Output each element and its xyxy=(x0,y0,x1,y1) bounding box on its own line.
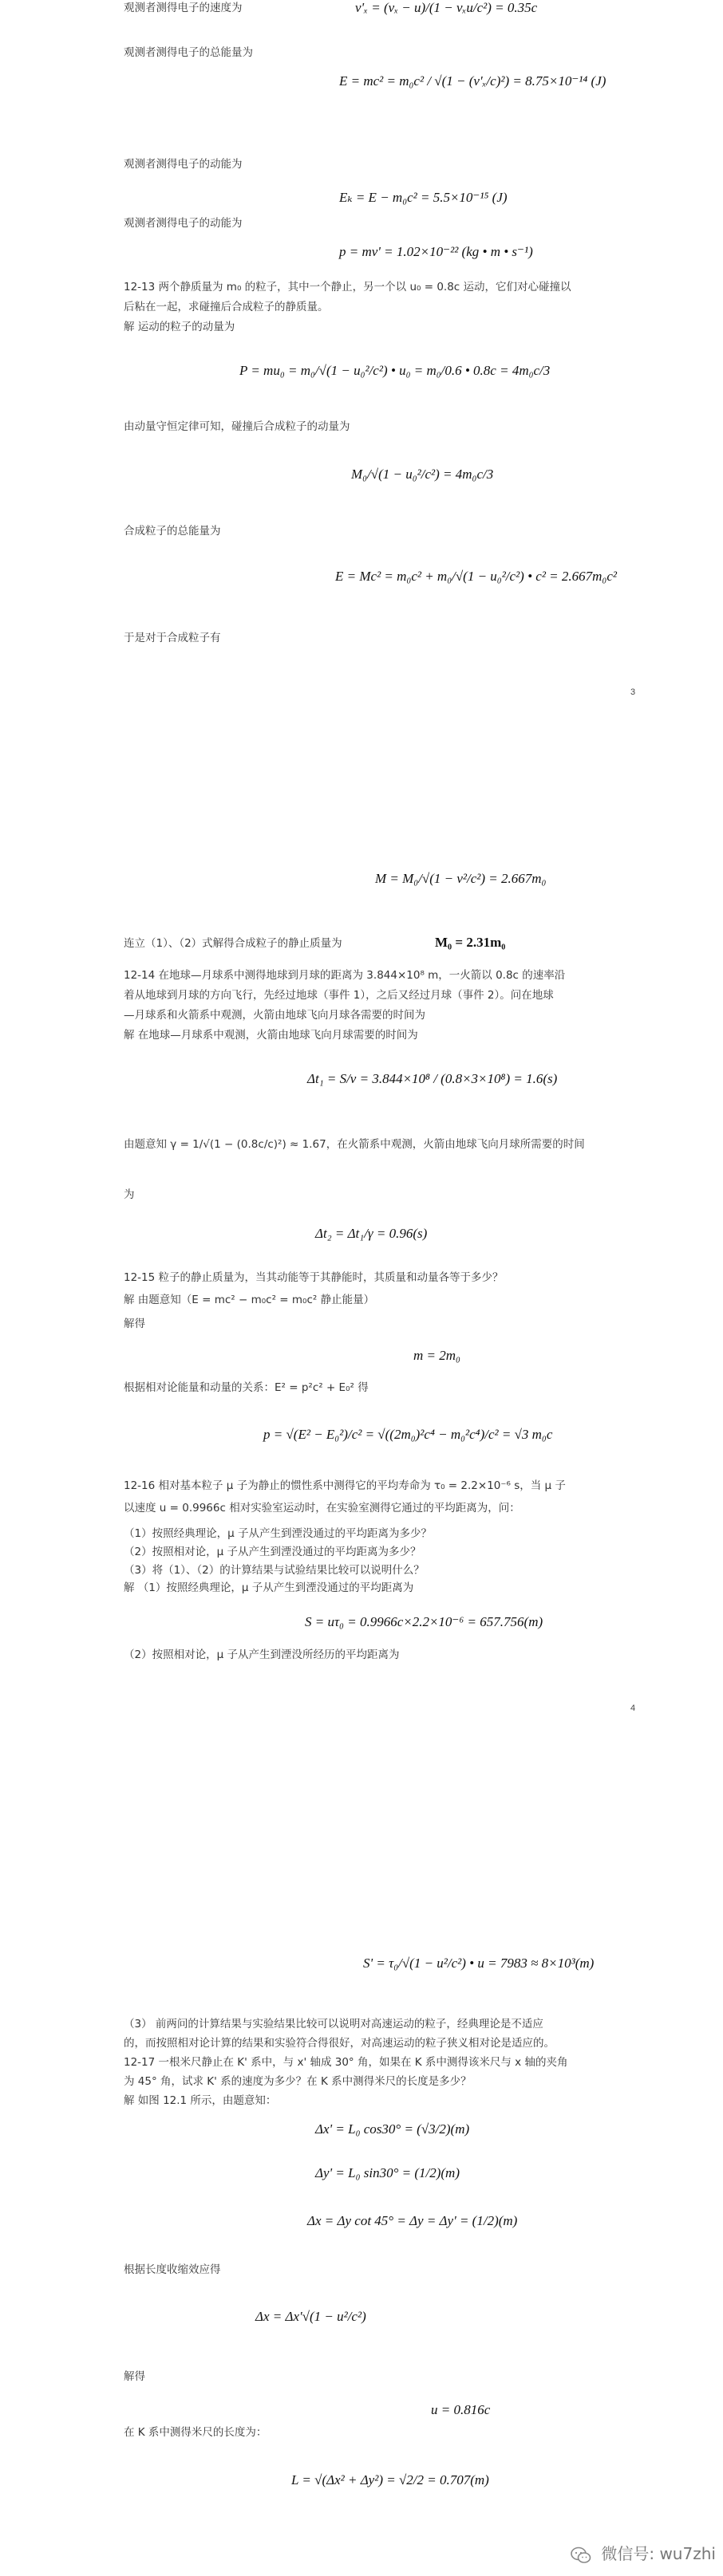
solution-text: （2）按照相对论，μ 子从产生到湮没所经历的平均距离为 xyxy=(124,1648,400,1661)
solution-text: 根据相对论能量和动量的关系：E² = p²c² + E₀² 得 xyxy=(124,1381,369,1394)
text-line: 观测者测得电子的总能量为 xyxy=(124,46,253,59)
equation: M₀/√(1 − u₀²/c²) = 4m₀c/3 xyxy=(351,467,494,482)
page-number: 3 xyxy=(630,687,636,697)
equation: Eₖ = E − m₀c² = 5.5×10⁻¹⁵ (J) xyxy=(339,190,508,205)
list-item: （2）按照相对论，μ 子从产生到湮没通过的平均距离为多少？ xyxy=(124,1546,421,1558)
equation: Δt₁ = S/v = 3.844×10⁸ / (0.8×3×10⁸) = 1.6(s) xyxy=(307,1071,558,1086)
equation: p = √(E² − E₀²)/c² = √((2m₀)²c⁴ − m₀²c⁴)/c² = √3 m₀c xyxy=(263,1427,553,1442)
solution-text: 解 在地球—月球系中观测，火箭由地球飞向月球需要的时间为 xyxy=(124,1029,418,1042)
solution-text: 在 K 系中测得米尺的长度为： xyxy=(124,2426,267,2439)
equation: Δt₂ = Δt₁/γ = 0.96(s) xyxy=(315,1226,428,1241)
solution-text: 由动量守恒定律可知，碰撞后合成粒子的动量为 xyxy=(124,420,350,433)
solution-text: 解 由题意知（E = mc² − m₀c² = m₀c² 静止能量） xyxy=(124,1294,375,1306)
solution-text: 解 （1）按照经典理论，μ 子从产生到湮没通过的平均距离为 xyxy=(124,1581,414,1594)
text-line: 观测者测得电子的动能为 xyxy=(124,158,243,171)
equation: Δx = Δx'√(1 − u²/c²) xyxy=(255,2309,366,2324)
solution-text: 解 如图 12.1 所示，由题意知： xyxy=(124,2094,277,2107)
solution-text: 连立（1）、（2）式解得合成粒子的静止质量为 xyxy=(124,937,342,950)
text-line: 观测者测得电子的动能为 xyxy=(124,217,243,230)
problem-statement: 12-17 一根米尺静止在 K' 系中，与 x' 轴成 30° 角，如果在 K 系中测得该米尺与 x 轴的夹角 xyxy=(124,2056,568,2069)
equation: L = √(Δx² + Δy²) = √2/2 = 0.707(m) xyxy=(291,2472,489,2487)
equation: p = mv' = 1.02×10⁻²² (kg • m • s⁻¹) xyxy=(339,244,533,259)
text-line: 观测者测得电子的速度为 xyxy=(124,2,243,14)
watermark-text: 微信号: wu7zhi xyxy=(601,2544,716,2563)
equation: Δx' = L₀ cos30° = (√3/2)(m) xyxy=(315,2121,470,2137)
equation: S = uτ₀ = 0.9966c×2.2×10⁻⁶ = 657.756(m) xyxy=(305,1614,543,1629)
page-number: 4 xyxy=(630,1704,636,1713)
wechat-icon xyxy=(571,2546,591,2564)
solution-text: 由题意知 γ = 1/√(1 − (0.8c/c)²) ≈ 1.67，在火箭系中观测，火箭由地球飞向月球所需要的时间 xyxy=(124,1138,585,1151)
solution-text: 于是对于合成粒子有 xyxy=(124,632,221,644)
equation: v'ₓ = (vₓ − u)/(1 − vₓu/c²) = 0.35c xyxy=(355,0,538,15)
solution-text: 合成粒子的总能量为 xyxy=(124,525,221,538)
solution-text: 解得 xyxy=(124,1318,145,1330)
problem-statement: 12-16 相对基本粒子 μ 子为静止的惯性系中测得它的平均寿命为 τ₀ = 2.2×10⁻⁶ s，当 μ 子 xyxy=(124,1479,566,1492)
watermark xyxy=(571,2541,716,2564)
list-item: （1）按照经典理论，μ 子从产生到湮没通过的平均距离为多少？ xyxy=(124,1527,432,1540)
equation: S' = τ₀/√(1 − u²/c²) • u = 7983 ≈ 8×10³(m) xyxy=(363,1956,595,1971)
problem-statement: —月球系和火箭系中观测，火箭由地球飞向月球各需要的时间为 xyxy=(124,1009,425,1022)
problem-statement: 后粘在一起，求碰撞后合成粒子的静质量。 xyxy=(124,301,329,313)
equation: E = Mc² = m₀c² + m₀/√(1 − u₀²/c²) • c² = 2.667m₀c² xyxy=(335,569,617,584)
equation: Δx = Δy cot 45° = Δy = Δy' = (1/2)(m) xyxy=(307,2213,518,2228)
problem-statement: 12-13 两个静质量为 m₀ 的粒子，其中一个静止，另一个以 u₀ = 0.8c 运动，它们对心碰撞以 xyxy=(124,281,571,293)
equation: P = mu₀ = m₀/√(1 − u₀²/c²) • u₀ = m₀/0.6 • 0.8c = 4m₀c/3 xyxy=(239,363,551,378)
problem-statement: 以速度 u = 0.9966c 相对实验室运动时，在实验室测得它通过的平均距离为，问： xyxy=(124,1502,520,1514)
equation: u = 0.816c xyxy=(431,2402,491,2417)
equation: M = M₀/√(1 − v²/c²) = 2.667m₀ xyxy=(375,871,547,886)
solution-text: 为 xyxy=(124,1188,135,1201)
problem-statement: 12-14 在地球—月球系中测得地球到月球的距离为 3.844×10⁸ m，一火箭以 0.8c 的速率沿 xyxy=(124,969,566,982)
list-item: （3）将（1）、（2）的计算结果与试验结果比较可以说明什么？ xyxy=(124,1564,425,1577)
solution-text: 解得 xyxy=(124,2370,145,2383)
solution-text: 解 运动的粒子的动量为 xyxy=(124,321,235,333)
problem-statement: 为 45° 角，试求 K' 系的速度为多少？在 K 系中测得米尺的长度是多少？ xyxy=(124,2075,472,2088)
problem-statement: 12-15 粒子的静止质量为，当其动能等于其静能时，其质量和动量各等于多少？ xyxy=(124,1271,504,1284)
equation: Δy' = L₀ sin30° = (1/2)(m) xyxy=(315,2165,460,2180)
equation: E = mc² = m₀c² / √(1 − (v'ₓ/c)²) = 8.75×10⁻¹⁴ (J) xyxy=(339,73,606,89)
solution-text: 根据长度收缩效应得 xyxy=(124,2263,221,2276)
solution-text: （3） 前两问的计算结果与实验结果比较可以说明对高速运动的粒子，经典理论是不适应 xyxy=(124,2018,543,2030)
problem-statement: 着从地球到月球的方向飞行，先经过地球（事件 1），之后又经过月球（事件 2）。问在地球 xyxy=(124,989,554,1002)
solution-text: 的，而按照相对论计算的结果和实验符合得很好，对高速运动的粒子狭义相对论是适应的。 xyxy=(124,2037,555,2050)
equation: M₀ = 2.31m₀ xyxy=(435,935,506,950)
equation: m = 2m₀ xyxy=(413,1348,460,1363)
